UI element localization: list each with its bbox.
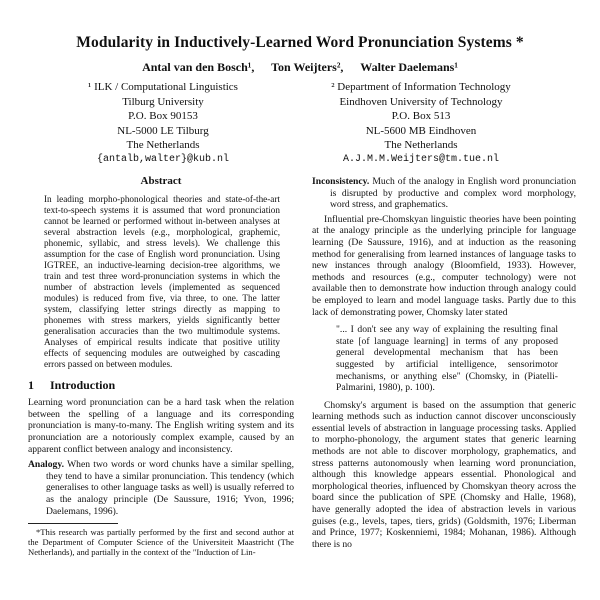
footnote: *This research was partially performed by the first and second author at the Department of Computer Science of the Universiteit Maastricht (The Netherlands), and partially in the context of the "Induction of Lin- [28, 527, 294, 558]
intro-paragraph: Learning word pronunciation can be a hard task when the relation between the spelling of a language and its corresponding pronunciation is many-to-many. The English writing system and its pronunciation are a notoriously complex example, caused by an apparent conflict between analogy and inconsistency. [28, 397, 294, 455]
affiliation-right-email: A.J.M.M.Weijters@tm.tue.nl [342, 153, 500, 165]
body-paragraph: Influential pre-Chomskyan linguistic theories have been pointing at the analogy principle as the underlying principle for language learning (De Saussure, 1916), and at induction as the reasoning method for generalising from learned instances of language tasks to new instances through analogy (Bloomfield, 1933). However, methods and resources (e.g., computer technology) were not available then to demonstrate how induction through analogy could be employed to learn and model language tasks. Partly due to this lack of demonstrating power, Chomsky later stated [312, 213, 576, 318]
analogy-item [28, 459, 294, 517]
analogy-text: When two words or word chunks have a similar spelling, they tend to have a similar pronunciation. This tendency (which generalises to other language tasks as well) is usually referred to as the analogy principle (De Saussure, 1916; Yvon, 1996; Daelemans, 1996). [46, 459, 294, 517]
affiliation-left-line: ¹ ILK / Computational Linguistics [88, 81, 238, 93]
author-3: Walter Daelemans¹ [360, 60, 458, 74]
chomsky-quote: "... I don't see any way of explaining the resulting final state [of language learning] in terms of any proposed general developmental mechanism that has been suggested by artificial intelligence, sensorimotor mechanisms, or anything else" (Chomsky, in (Piatelli-Palmarini, 1980), p. 100). [336, 324, 558, 394]
affiliation-left-email: {antalb,walter}@kub.nl [96, 153, 230, 165]
affiliation-right-line: NL-5600 MB Eindhoven [365, 124, 477, 137]
author-2: Ton Weijters², [271, 60, 344, 74]
inconsistency-term: Inconsistency. [312, 176, 370, 187]
abstract-text: In leading morpho-phonological theories and state-of-the-art text-to-speech systems it is assumed that word pronunciation cannot be learned or performed without in-between analyses at several abstraction levels (e.g., morphological, graphemic, phonemic, syllabic, and stress levels). We challenge this assumption for the case of English word pronunciation. Using IGTREE, an inductive-learning decision-tree algorithms, we train and test three word-pronunciation systems in which the number of abstraction levels (implemented as sequenced modules) is reduced from five, via three, to one. The latter system, classifying letter strings directly as mapping to phonemes with stress markers, yields significantly better generalisation accuracies than the two multimodule systems. Analyses of empirical results indicate that positive utility effects of sequencing modules are outweighed by cascading errors passed on between modules. [44, 193, 280, 369]
affiliation-left-line: Tilburg University [122, 95, 204, 108]
section-title: Introduction [50, 377, 116, 392]
left-column [28, 176, 294, 561]
affiliation-right-line: ² Department of Information Technology [331, 81, 511, 93]
affiliation-left-line: NL-5000 LE Tilburg [117, 124, 209, 137]
inconsistency-text: Much of the analogy in English word pronunciation is disrupted by productive and complex word morphology, word stress, and graphematics. [330, 176, 576, 211]
affiliation-right-line: Eindhoven University of Technology [339, 95, 503, 108]
body-paragraph: Chomsky's argument is based on the assumption that generic learning methods such as induction cannot discover unconsciously essential levels of abstraction in language processing tasks. Applied to morpho-phonology, the argument states that generic learning methods are not able to discover morphology, graphematics, and stress patterns autonomously when learning word pronunciation, although this knowledge appears essential. Phonological and morphological theories, influenced by Chomskyan theory across the board since the publication of SPE (Chomsky and Halle, 1968), have generally adopted the idea of abstraction levels in various guises (e.g., levels, tapes, tiers, grids) (Goldsmith, 1976; Liberman and Prince, 1977; Koskenniemi, 1984; Mohanan, 1986). Although there is no [312, 399, 576, 550]
affiliation-left-line: P.O. Box 90153 [128, 110, 198, 122]
analogy-term: Analogy. [28, 459, 64, 471]
paper-title: Modularity in Inductively-Learned Word Pronunciation Systems * [76, 34, 524, 51]
section-number: 1 [28, 377, 34, 392]
affiliation-left [48, 80, 278, 167]
section-heading-introduction [28, 377, 294, 392]
affiliation-right-line: P.O. Box 513 [391, 110, 451, 122]
footnote-divider [28, 523, 118, 524]
author-1: Antal van den Bosch¹, [142, 60, 255, 74]
affiliation-right-line: The Netherlands [384, 139, 458, 151]
inconsistency-item [312, 176, 576, 211]
abstract-heading: Abstract [140, 175, 182, 187]
affiliation-left-line: The Netherlands [126, 139, 200, 151]
author-line [0, 60, 600, 75]
affiliation-right [306, 80, 536, 167]
right-column [312, 176, 576, 554]
